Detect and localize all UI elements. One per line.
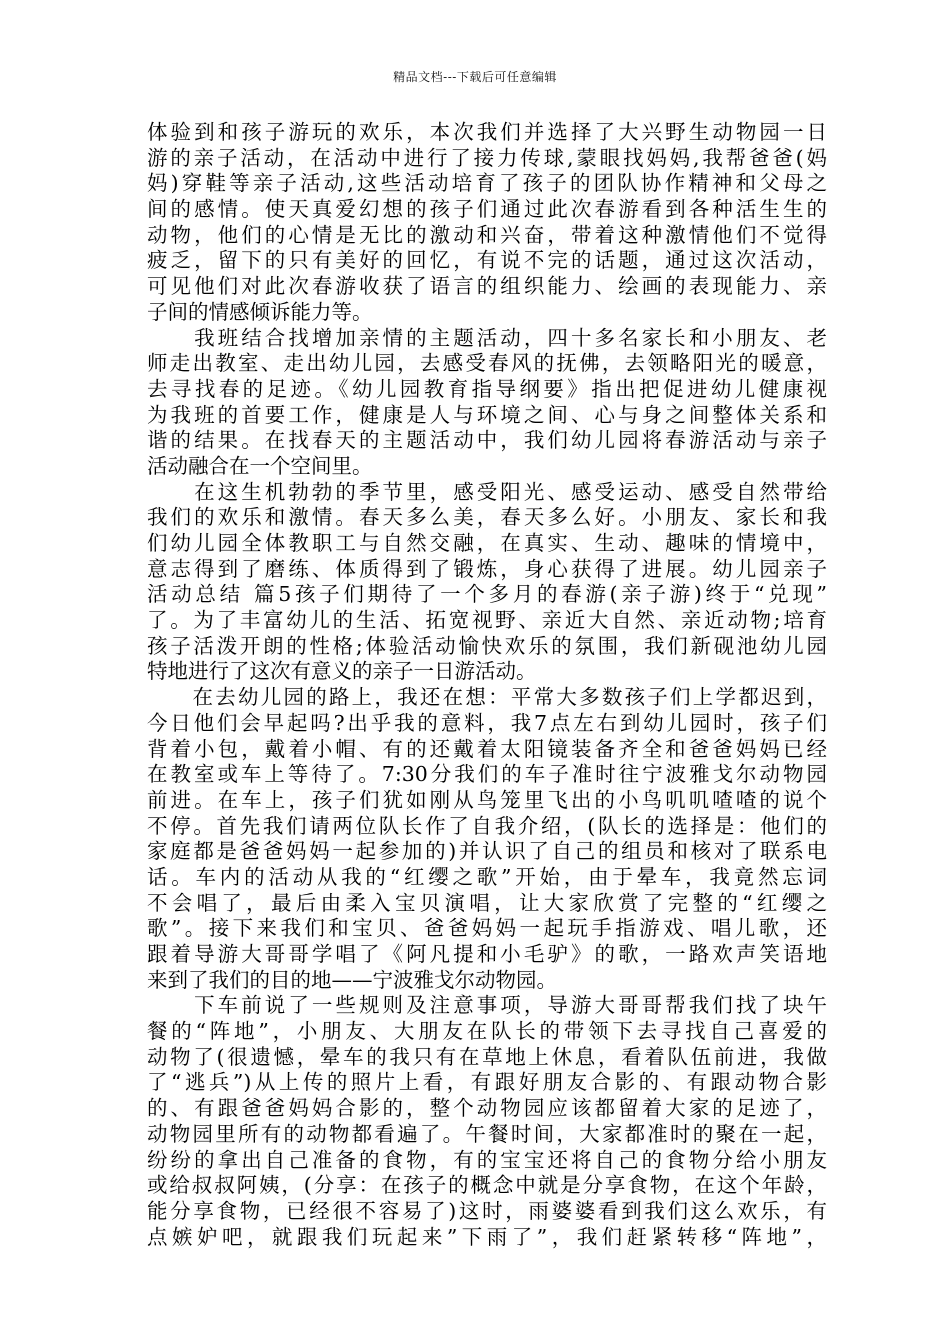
text-line: 去寻找春的足迹。《幼儿园教育指导纲要》指出把促进幼儿健康视: [147, 376, 827, 401]
text-line: 活动融合在一个空间里。: [147, 453, 373, 478]
text-line: 我们的欢乐和激情。春天多么美，春天多么好。小朋友、家长和我: [147, 505, 827, 530]
text-line: 话。车内的活动从我的“红缨之歌”开始，由于晕车，我竟然忘词: [147, 864, 827, 889]
text-line: 纷纷的拿出自己准备的食物，有的宝宝还将自己的食物分给小朋友: [147, 1147, 827, 1172]
text-line: 动物，他们的心情是无比的激动和兴奋，带着这种激情他们不觉得: [147, 222, 827, 247]
text-line: 可见他们对此次春游收获了语言的组织能力、绘画的表现能力、亲: [147, 274, 827, 299]
text-line: 活动总结 篇5孩子们期待了一个多月的春游(亲子游)终于“兑现”: [147, 582, 827, 607]
text-line: 动物了(很遗憾，晕车的我只有在草地上休息，看着队伍前进，我做: [147, 1044, 827, 1069]
text-line: 为我班的首要工作，健康是人与环境之间、心与身之间整体关系和: [147, 402, 827, 427]
text-line: 间的感情。使天真爱幻想的孩子们通过此次春游看到各种活生生的: [147, 197, 827, 222]
text-line: 餐的“阵地”，小朋友、大朋友在队长的带领下去寻找自己喜爱的: [147, 1019, 827, 1044]
text-line: 来到了我们的目的地——宁波雅戈尔动物园。: [147, 967, 557, 992]
text-line: 在去幼儿园的路上，我还在想：平常大多数孩子们上学都迟到，: [147, 685, 827, 710]
text-line: 不停。首先我们请两位队长作了自我介绍，(队长的选择是：他们的: [147, 813, 827, 838]
text-line: 跟着导游大哥哥学唱了《阿凡提和小毛驴》的歌，一路欢声笑语地: [147, 942, 827, 966]
document-body: [147, 120, 827, 1250]
text-line: 家庭都是爸爸妈妈一起参加的)并认识了自己的组员和核对了联系电: [147, 839, 827, 864]
text-line: 下车前说了一些规则及注意事项，导游大哥哥帮我们找了块午: [147, 993, 827, 1018]
text-line: 背着小包，戴着小帽、有的还戴着太阳镜装备齐全和爸爸妈妈已经: [147, 736, 827, 761]
text-line: 前进。在车上，孩子们犹如刚从鸟笼里飞出的小鸟叽叽喳喳的说个: [147, 787, 827, 812]
text-line: 了“逃兵”)从上传的照片上看，有跟好朋友合影的、有跟动物合影: [147, 1070, 827, 1095]
text-line: 体验到和孩子游玩的欢乐，本次我们并选择了大兴野生动物园一日: [147, 120, 827, 144]
text-line: 特地进行了这次有意义的亲子一日游活动。: [147, 659, 537, 684]
text-line: 或给叔叔阿姨，(分享：在孩子的概念中就是分享食物，在这个年龄，: [147, 1173, 827, 1198]
text-line: 我班结合找增加亲情的主题活动，四十多名家长和小朋友、老: [147, 325, 827, 350]
text-line: 谐的结果。在找春天的主题活动中，我们幼儿园将春游活动与亲子: [147, 428, 827, 453]
text-line: 师走出教室、走出幼儿园，去感受春风的抚佛，去领略阳光的暖意，: [147, 351, 827, 376]
text-line: 能分享食物，已经很不容易了)这时，雨婆婆看到我们这么欢乐，有: [147, 1198, 827, 1223]
text-line: 今日他们会早起吗?出乎我的意料，我7点左右到幼儿园时，孩子们: [147, 710, 827, 735]
text-line: 在这生机勃勃的季节里，感受阳光、感受运动、感受自然带给: [147, 479, 827, 504]
page-header: 精品文档---下载后可任意编辑: [393, 70, 557, 84]
text-line: 歌”。接下来我们和宝贝、爸爸妈妈一起玩手指游戏、唱儿歌，还: [147, 916, 827, 941]
text-line: 点嫉妒吧，就跟我们玩起来”下雨了”，我们赶紧转移“阵地”，: [147, 1224, 827, 1249]
text-line: 意志得到了磨练、体质得到了锻炼，身心获得了进展。幼儿园亲子: [147, 556, 827, 581]
text-line: 了。为了丰富幼儿的生活、拓宽视野、亲近大自然、亲近动物;培育: [147, 608, 827, 633]
text-line: 妈)穿鞋等亲子活动,这些活动培育了孩子的团队协作精神和父母之: [147, 171, 827, 196]
text-line: 的、有跟爸爸妈妈合影的，整个动物园应该都留着大家的足迹了，: [147, 1096, 827, 1121]
text-line: 子间的情感倾诉能力等。: [147, 299, 373, 324]
text-line: 们幼儿园全体教职工与自然交融，在真实、生动、趣味的情境中，: [147, 531, 827, 555]
text-line: 疲乏，留下的只有美好的回忆，有说不完的话题，通过这次活动，: [147, 248, 827, 273]
text-line: 游的亲子活动，在活动中进行了接力传球,蒙眼找妈妈,我帮爸爸(妈: [147, 145, 827, 170]
text-line: 在教室或车上等待了。7:30分我们的车子准时往宁波雅戈尔动物园: [147, 762, 827, 787]
text-line: 不会唱了，最后由柔入宝贝演唱，让大家欣赏了完整的“红缨之: [147, 890, 827, 915]
text-line: 动物园里所有的动物都看遍了。午餐时间，大家都准时的聚在一起，: [147, 1121, 827, 1146]
text-line: 孩子活泼开朗的性格;体验活动愉快欢乐的氛围，我们新砚池幼儿园: [147, 633, 827, 658]
